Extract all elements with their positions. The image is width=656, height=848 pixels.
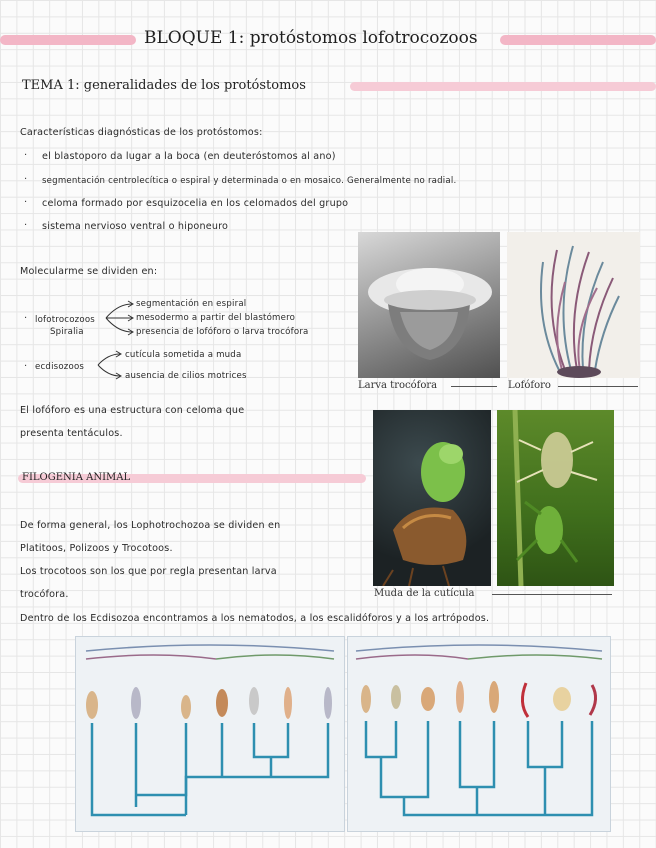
ecdi-arrows: [96, 348, 126, 380]
lofo-trait-2: mesodermo a partir del blastómero: [136, 313, 296, 323]
caption-lofoforo: Lofóforo: [508, 380, 551, 391]
title-bar-left: [0, 35, 136, 45]
molecular-heading: Molecularme se dividen en:: [20, 266, 158, 277]
lofoforo-note-1: El lofóforo es una estructura con celoma que: [20, 405, 245, 416]
ecdi-trait-2: ausencia de cilios motrices: [125, 371, 247, 381]
lofo-trait-1: segmentación en espiral: [136, 299, 247, 309]
cicada-molt-photo: [373, 410, 491, 586]
filogenia-title: FILOGENIA ANIMAL: [22, 472, 131, 483]
filogenia-text-1: De forma general, los Lophotrochozoa se dividen en: [20, 520, 281, 531]
lofo-arrows: [104, 298, 138, 338]
diagnostic-bullet-1: el blastoporo da lugar a la boca (en deuteróstomos al ano): [42, 151, 336, 162]
caption-muda: Muda de la cutícula: [374, 588, 475, 599]
spiralia-label: Spiralia: [50, 327, 84, 337]
caption-line: [451, 386, 497, 387]
diagnostic-bullet-2: segmentación centrolecítica o espiral y determinada o en mosaico. Generalmente no radial.: [42, 176, 457, 186]
topic-title: TEMA 1: generalidades de los protóstomos: [22, 78, 306, 93]
diagnostic-heading: Características diagnósticas de los protóstomos:: [20, 127, 263, 138]
filogenia-text-4: trocófora.: [20, 589, 69, 600]
lofotrocozoos-label: lofotrocozoos: [35, 315, 95, 325]
filogenia-text-5: Dentro de los Ecdisozoa encontramos a los nematodos, a los escalidóforos y a los artrópodos.: [20, 613, 490, 624]
lofoforo-note-2: presenta tentáculos.: [20, 428, 123, 439]
caption-line: [492, 594, 612, 595]
diagnostic-bullet-4: sistema nervioso ventral o hiponeuro: [42, 221, 229, 232]
filogenia-text-3: Los trocotoos son los que por regla presentan larva: [20, 566, 277, 577]
bullet-dot: ·: [24, 174, 28, 185]
bullet-dot: ·: [24, 150, 28, 161]
bullet-dot: ·: [24, 313, 28, 324]
filogenia-text-2: Platitoos, Polizoos y Trocotoos.: [20, 543, 173, 554]
caption-line: [558, 386, 638, 387]
phylogeny-tree-right: [347, 636, 611, 832]
ecdisozoos-label: ecdisozoos: [35, 362, 85, 372]
phylogeny-tree-left: [75, 636, 345, 832]
title-bar-right: [500, 35, 656, 45]
ecdi-trait-1: cutícula sometida a muda: [125, 350, 242, 360]
caption-larva: Larva trocófora: [358, 380, 438, 391]
topic-bar: [350, 82, 656, 91]
block-title: BLOQUE 1: protóstomos lofotrocozoos: [144, 28, 478, 48]
bullet-dot: ·: [24, 220, 28, 231]
bullet-dot: ·: [24, 197, 28, 208]
larva-trocofora-photo: [358, 232, 500, 378]
bullet-dot: ·: [24, 361, 28, 372]
lofo-trait-3: presencia de lofóforo o larva trocófora: [136, 327, 309, 337]
lofoforo-photo: [507, 232, 640, 378]
molt-green-photo: [497, 410, 614, 586]
diagnostic-bullet-3: celoma formado por esquizocelia en los celomados del grupo: [42, 198, 349, 209]
